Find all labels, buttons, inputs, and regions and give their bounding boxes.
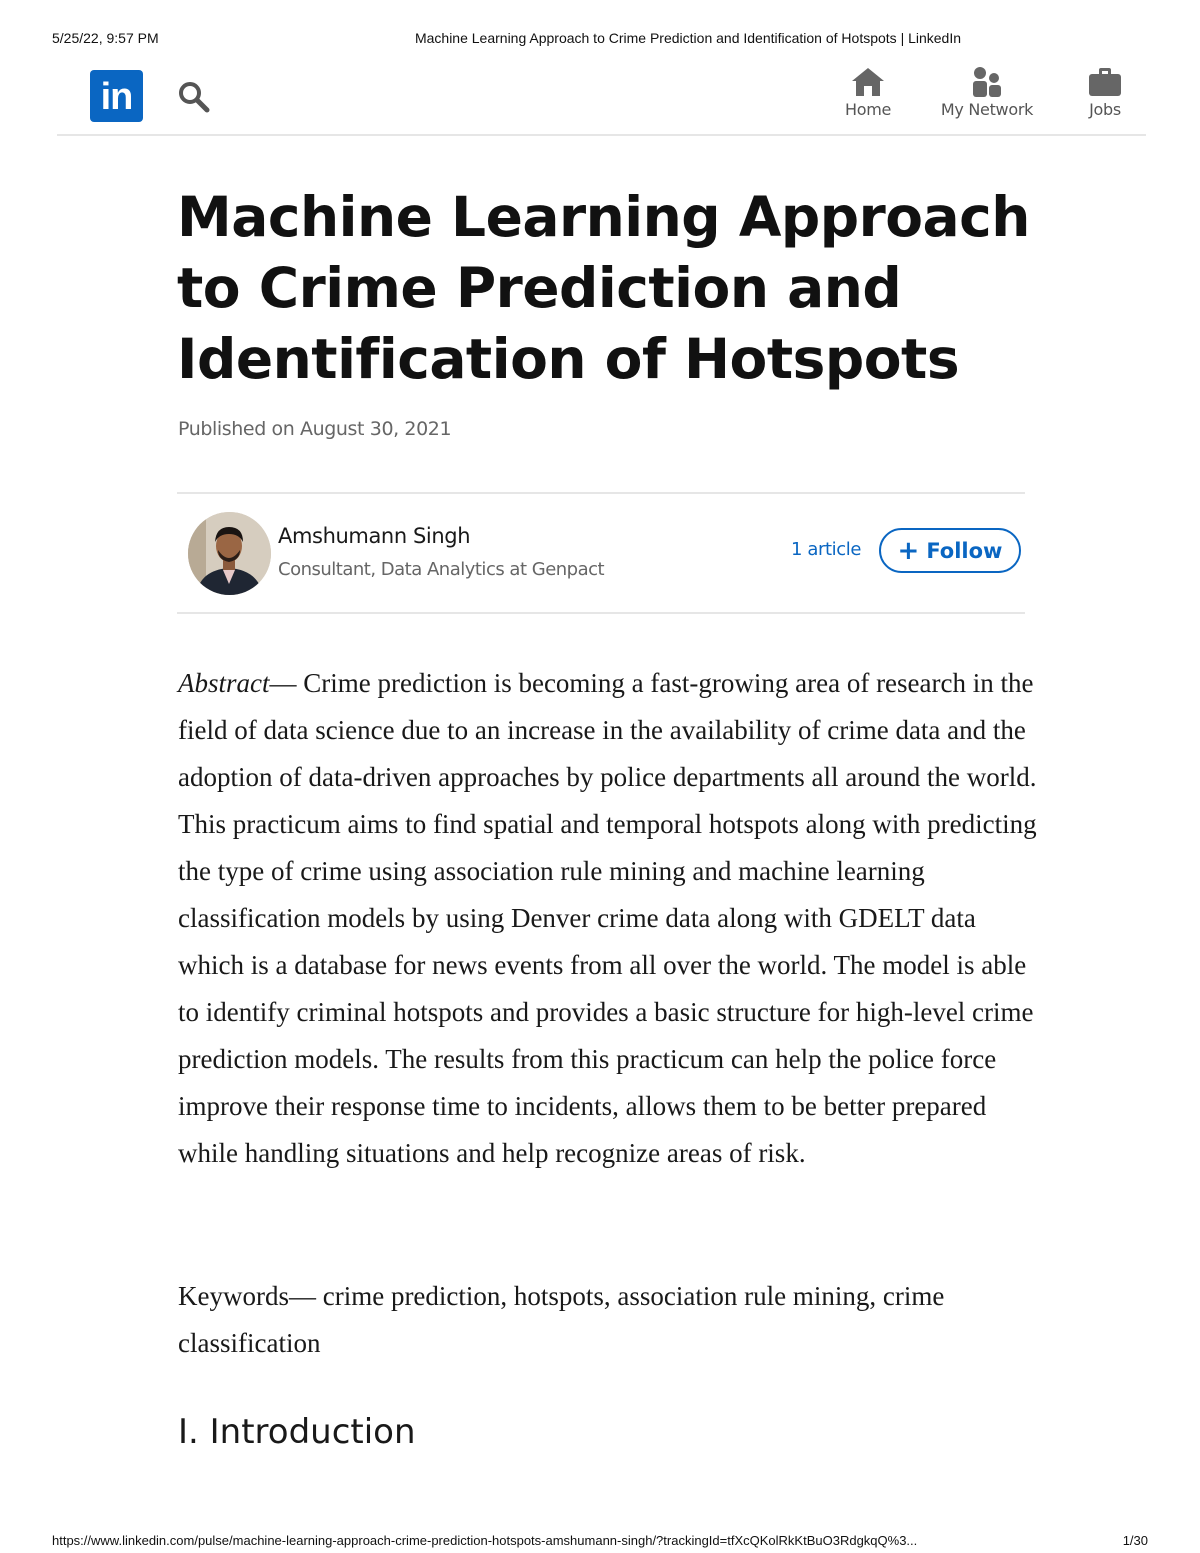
briefcase-icon [1087, 66, 1123, 98]
section-heading-introduction: I. Introduction [178, 1412, 416, 1452]
nav-item-jobs[interactable] [1079, 66, 1131, 128]
nav-label-jobs: Jobs [1089, 100, 1121, 119]
follow-label: Follow [926, 538, 1003, 563]
abstract-label: Abstract [178, 668, 270, 698]
keywords-paragraph: Keywords— crime prediction, hotspots, association rule mining, crime classification [178, 1281, 945, 1358]
plus-icon: + [897, 535, 920, 566]
abstract-paragraph [178, 660, 1038, 1177]
print-datetime: 5/25/22, 9:57 PM [52, 30, 159, 46]
author-avatar[interactable] [188, 512, 271, 595]
author-headline: Consultant, Data Analytics at Genpact [278, 559, 605, 580]
nav-item-my-network[interactable] [935, 66, 1039, 128]
author-name[interactable]: Amshumann Singh [278, 524, 471, 548]
nav-item-home[interactable] [837, 66, 899, 128]
abstract-text: — Crime prediction is becoming a fast-growing area of research in the field of data science due to an increase in the availability of crime data and the adoption of data-driven approaches by police departments all around the world. This practicum aims to find spatial and temporal hotspots along with predicting the type of crime using association rule mining and machine learning classification models by using Denver crime data along with GDELT data which is a database for news events from all over the world. The model is able to identify criminal hotspots and provides a basic structure for high-level crime prediction models. The results from this practicum can help the police force improve their response time to incidents, allows them to be better prepared while handling situations and help recognize areas of risk. [178, 668, 1037, 1168]
search-icon[interactable] [177, 80, 211, 114]
network-icon [969, 66, 1005, 98]
print-page-number: 1/30 [1122, 1533, 1148, 1548]
print-footer [0, 1533, 1200, 1553]
top-navbar [57, 62, 1146, 136]
avatar-image [188, 512, 271, 595]
print-url: https://www.linkedin.com/pulse/machine-learning-approach-crime-prediction-hotspots-amshumann-singh/?trackingId=tfXcQKolRkKtBuO3RdgkqQ%3... [52, 1533, 918, 1548]
print-header [0, 30, 1200, 50]
nav-label-my-network: My Network [940, 100, 1034, 119]
author-card [177, 492, 1025, 614]
article-title: Machine Learning Approach to Crime Prediction and Identification of Hotspots [177, 185, 1030, 391]
linkedin-logo[interactable]: in [90, 70, 143, 122]
home-icon [850, 66, 886, 98]
author-article-count-link[interactable]: 1 article [791, 539, 862, 560]
print-page-title: Machine Learning Approach to Crime Prediction and Identification of Hotspots | LinkedIn [414, 30, 962, 46]
published-date: Published on August 30, 2021 [178, 418, 452, 440]
follow-button[interactable] [879, 528, 1021, 573]
nav-label-home: Home [844, 100, 892, 119]
